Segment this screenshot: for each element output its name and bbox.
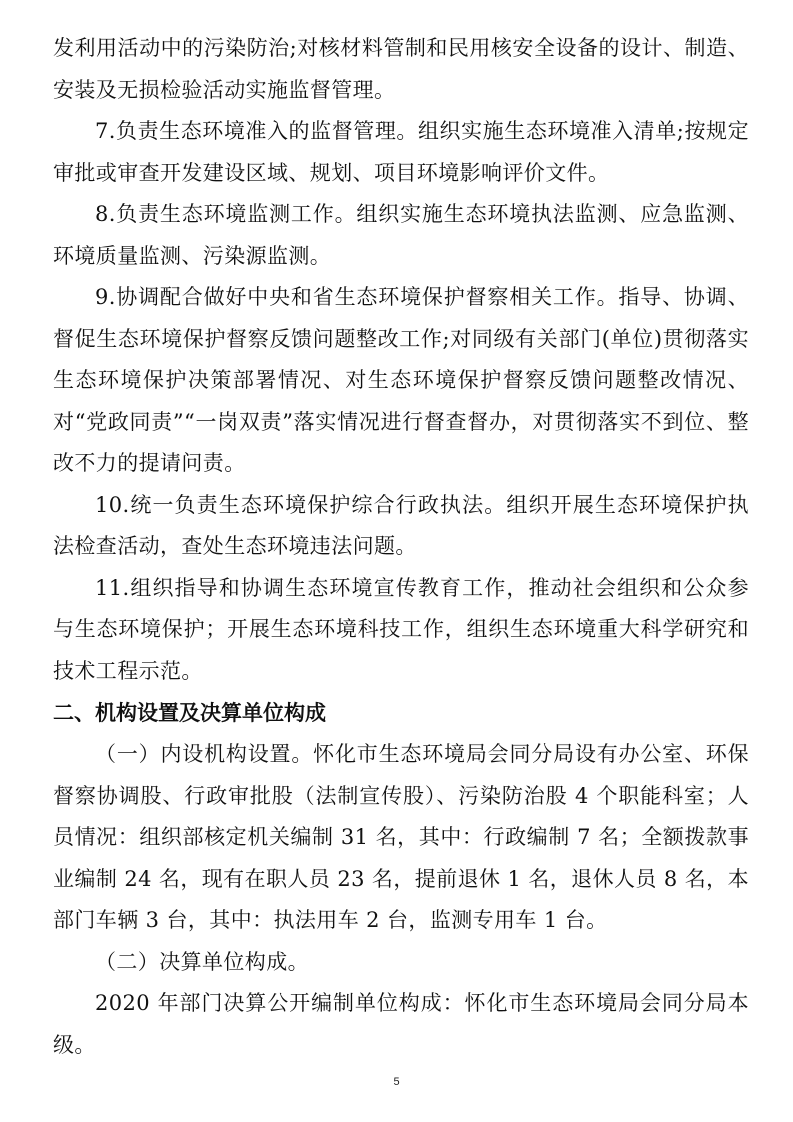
section-heading: 二、机构设置及决算单位构成 [53,701,326,725]
paragraph-internal-structure: （一）内设机构设置。怀化市生态环境局会同分局设有办公室、环保督察协调股、行政审批股（法制宣传股）、污染防治股 4 个职能科室；人员情况：组织部核定机关编制 31 名，其中：行政编制 7 名；全额拨款事业编制 24 名，现有在职人员 23 名，提前退休 1 名，退休人员 8 名，本部门车辆 3 台，其中：执法用车 2 台，监测专用车 1 台。 [53,742,749,932]
paragraph-continuation: 发利用活动中的污染防治;对核材料管制和民用核安全设备的设计、制造、安装及无损检验活动实施监督管理。 [53,36,749,102]
paragraph-item-9: 9.协调配合做好中央和省生态环境保护督察相关工作。指导、协调、督促生态环境保护督察反馈问题整改工作;对同级有关部门(单位)贯彻落实生态环境保护决策部署情况、对生态环境保护督察反馈问题整改情况、对“党政同责”“一岗双责”落实情况进行督查督办，对贯彻落实不到位、整改不力的提请问责。 [53,285,749,475]
paragraph-item-11: 11.组织指导和协调生态环境宣传教育工作，推动社会组织和公众参与生态环境保护；开展生态环境科技工作，组织生态环境重大科学研究和技术工程示范。 [53,575,749,683]
document-body [53,28,749,1066]
page-number: 5 [393,1076,400,1088]
paragraph-item-7: 7.负责生态环境准入的监督管理。组织实施生态环境准入清单;按规定审批或审查开发建设区域、规划、项目环境影响评价文件。 [53,119,749,185]
paragraph-item-10: 10.统一负责生态环境保护综合行政执法。组织开展生态环境保护执法检查活动，查处生态环境违法问题。 [53,492,749,558]
paragraph-unit-composition: 2020 年部门决算公开编制单位构成：怀化市生态环境局会同分局本级。 [53,991,749,1057]
paragraph-item-8: 8.负责生态环境监测工作。组织实施生态环境执法监测、应急监测、环境质量监测、污染源监测。 [53,202,749,268]
paragraph-unit-composition-title: （二）决算单位构成。 [95,949,309,974]
